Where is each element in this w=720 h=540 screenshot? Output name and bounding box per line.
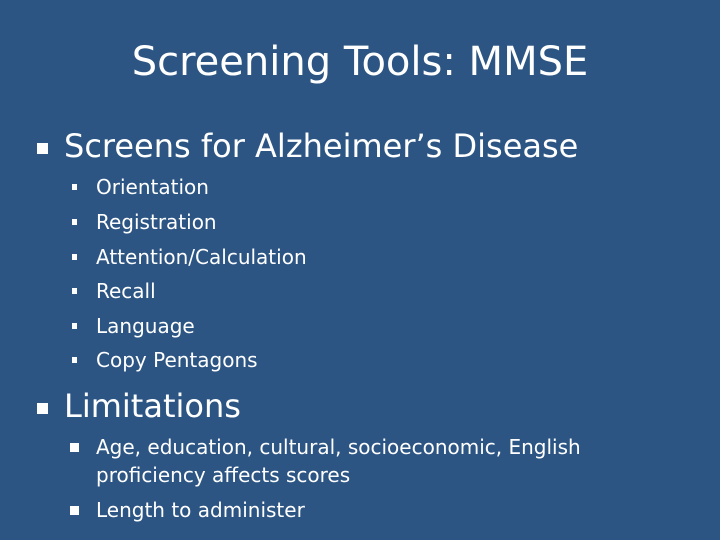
sub-bullet-text: Orientation xyxy=(96,175,209,199)
sub-bullet-text: Copy Pentagons xyxy=(96,348,258,372)
sub-bullet-text: Attention/Calculation xyxy=(96,245,307,269)
bullet-heading: Limitations xyxy=(64,387,241,425)
small-square-bullet-icon xyxy=(72,323,77,329)
small-square-bullet-icon xyxy=(72,219,77,225)
sub-bullet-text: Age, education, cultural, socioeconomic, English xyxy=(96,435,581,459)
sub-bullet-text: Language xyxy=(96,314,195,338)
sub-bullet-text: Recall xyxy=(96,279,156,303)
small-square-bullet-icon xyxy=(72,288,77,294)
square-bullet-icon xyxy=(37,143,48,154)
small-square-bullet-icon xyxy=(72,184,77,190)
sub-bullet-text: proficiency affects scores xyxy=(96,463,351,487)
bullet-heading: Screens for Alzheimer’s Disease xyxy=(64,127,579,165)
small-square-bullet-icon xyxy=(72,254,77,260)
slide-title: Screening Tools: MMSE xyxy=(131,39,589,85)
square-bullet-icon xyxy=(70,506,79,515)
sub-bullet-text: Registration xyxy=(96,210,217,234)
sub-bullet-text: Length to administer xyxy=(96,498,305,522)
small-square-bullet-icon xyxy=(72,357,77,363)
square-bullet-icon xyxy=(37,403,48,414)
square-bullet-icon xyxy=(70,443,79,452)
